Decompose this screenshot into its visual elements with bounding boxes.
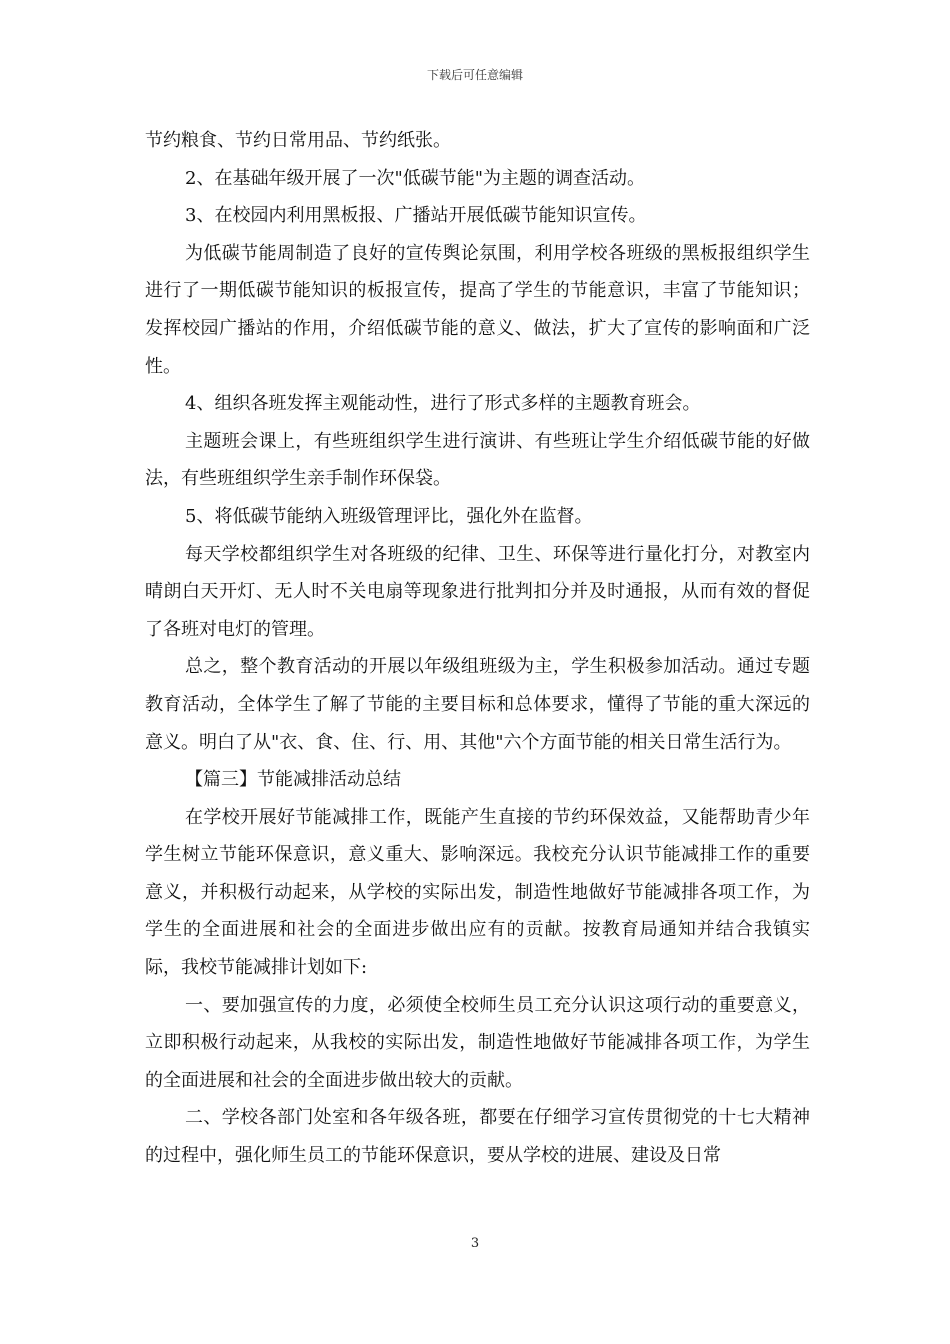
section-heading: 【篇三】节能减排活动总结: [185, 769, 401, 791]
paragraph: 在学校开展好节能减排工作，既能产生直接的节约环保效益，又能帮助青少年学生树立节能环保意识，意义重大、影响深远。我校充分认识节能减排工作的重要意义，并积极行动起来，从学校的实际出发，制造性地做好节能减排各项工作，为学生的全面进展和社会的全面进步做出应有的贡献。按教育局通知并结合我镇实际，我校节能减排计划如下:: [145, 806, 810, 979]
paragraph: 5、将低碳节能纳入班级管理评比，强化外在监督。: [185, 505, 593, 527]
paragraph: 总之，整个教育活动的开展以年级组班级为主，学生积极参加活动。通过专题教育活动，全体学生了解了节能的主要目标和总体要求，懂得了节能的重大深远的意义。明白了从"衣、食、住、行、用、其他"六个方面节能的相关日常生活行为。: [145, 656, 810, 753]
page-number: 3: [470, 1236, 480, 1251]
paragraph: 二、学校各部门处室和各年级各班，都要在仔细学习宣传贯彻党的十七大精神的过程中，强化师生员工的节能环保意识，要从学校的进展、建设及日常: [145, 1107, 810, 1167]
paragraph: 3、在校园内利用黑板报、广播站开展低碳节能知识宣传。: [185, 205, 647, 227]
document-body: [145, 122, 810, 1175]
paragraph: 每天学校都组织学生对各班级的纪律、卫生、环保等进行量化打分，对教室内晴朗白天开灯、无人时不关电扇等现象进行批判扣分并及时通报，从而有效的督促了各班对电灯的管理。: [145, 543, 810, 640]
paragraph: 2、在基础年级开展了一次"低碳节能"为主题的调查活动。: [185, 167, 646, 189]
paragraph: 4、组织各班发挥主观能动性，进行了形式多样的主题教育班会。: [185, 393, 701, 415]
paragraph: 主题班会课上，有些班组织学生进行演讲、有些班让学生介绍低碳节能的好做法，有些班组织学生亲手制作环保袋。: [145, 430, 810, 490]
paragraph: 一、要加强宣传的力度，必须使全校师生员工充分认识这项行动的重要意义，立即积极行动起来，从我校的实际出发，制造性地做好节能减排各项工作，为学生的全面进展和社会的全面进步做出较大的贡献。: [145, 994, 810, 1091]
paragraph: 节约粮食、节约日常用品、节约纸张。: [145, 130, 451, 151]
paragraph: 为低碳节能周制造了良好的宣传舆论氛围，利用学校各班级的黑板报组织学生进行了一期低碳节能知识的板报宣传，提高了学生的节能意识，丰富了节能知识；发挥校园广播站的作用，介绍低碳节能的意义、做法，扩大了宣传的影响面和广泛性。: [145, 242, 810, 377]
page-header: 下载后可任意编辑: [426, 68, 523, 82]
